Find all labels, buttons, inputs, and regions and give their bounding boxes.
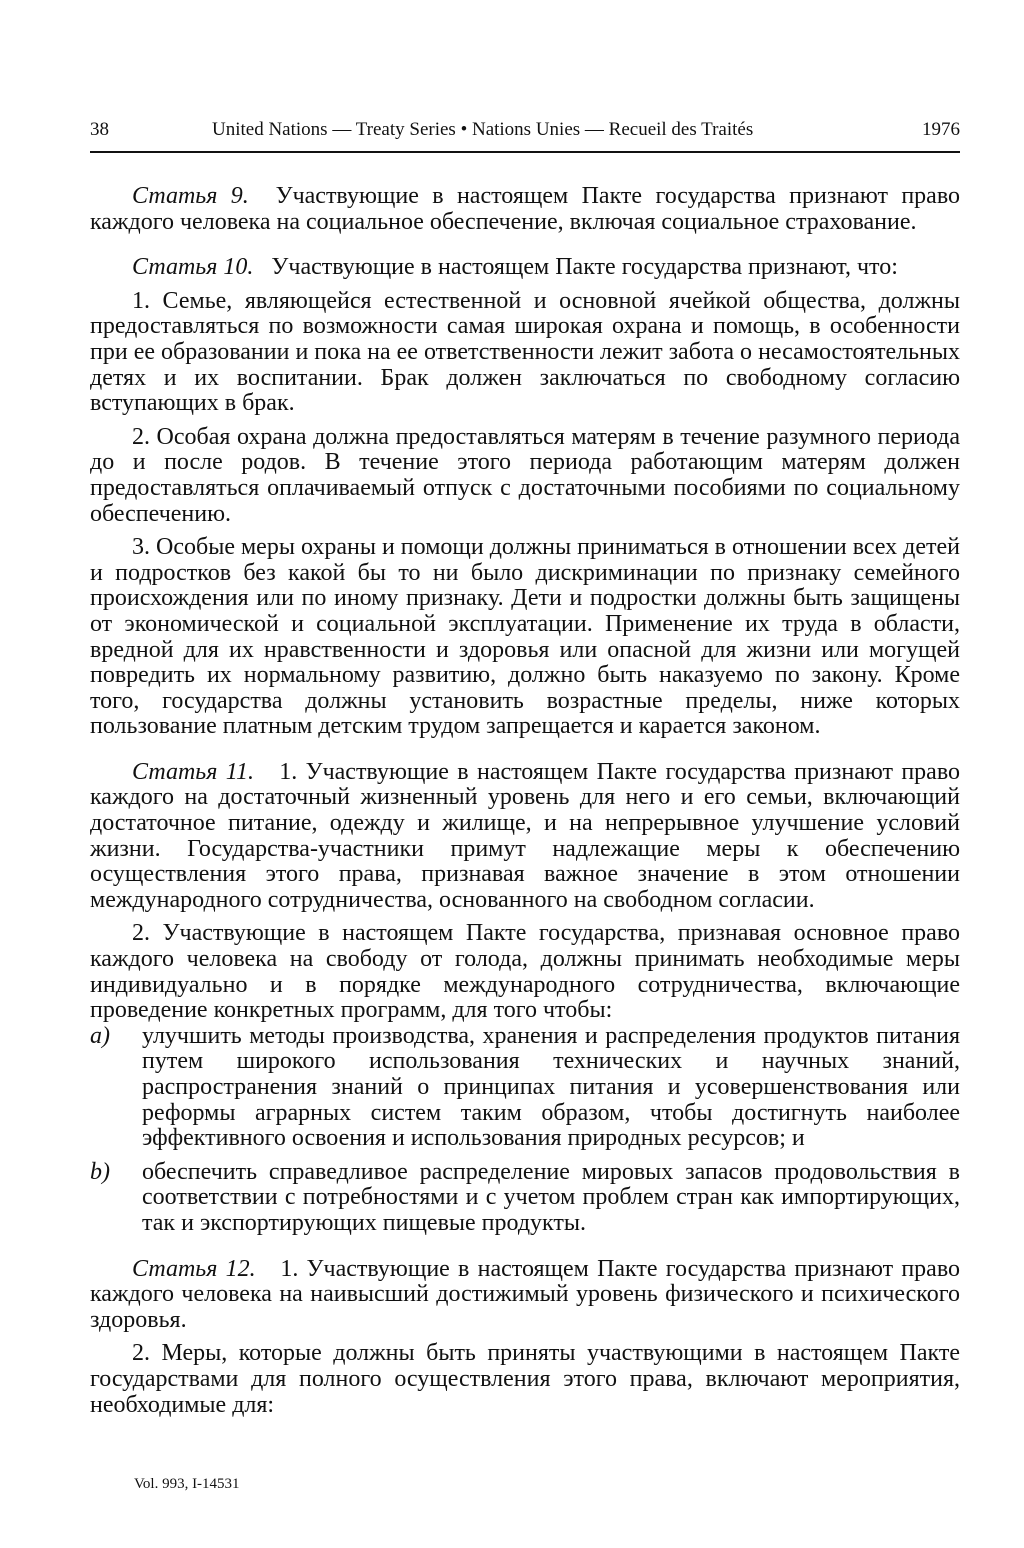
list-item [90, 1024, 960, 1152]
list-item [90, 1160, 960, 1237]
article-11-paragraph-1 [90, 760, 960, 914]
page-number: 38 [90, 119, 109, 140]
list-item-text: улучшить методы производства, хранения и распределения продуктов питания путем широкого использования технических и научных знаний, распространения знаний о принципах питания и усовершенствования или реформы аграрных систем таким образом, чтобы достигнуть наиболее эффективного освоения и использования природных ресурсов; и [142, 1022, 960, 1152]
article-10-paragraph-1: 1. Семье, являющейся естественной и основной ячейкой общества, должны предоставляться по возможности самая широкая охрана и помощь, в особенности при ее образовании и пока на ее ответственности лежит забота о несамостоятельных детях и их воспитании. Брак должен заключаться по свободному согласию вступающих в брак. [90, 287, 960, 417]
article-10-intro-text: Участвующие в настоящем Пакте государства признают, что: [271, 254, 898, 281]
article-11-paragraph-2: 2. Участвующие в настоящем Пакте государства, признавая основное право каждого человека на свободу от голода, должны принимать необходимые меры индивидуально и в порядке международного сотрудничества, включающие проведение конкретных программ, для того чтобы: [90, 920, 960, 1024]
list-item-label: b) [90, 1158, 110, 1185]
article-11-heading: Статья 11. [132, 758, 254, 785]
article-10-heading: Статья 10. [132, 254, 254, 281]
article-9 [90, 184, 960, 235]
document-body [90, 184, 960, 1418]
header-rule [90, 151, 960, 153]
list-item-text: обеспечить справедливое распределение мировых запасов продовольствия в соответствии с потребностями и с учетом проблем стран как импортирующих, так и экспортирующих пищевые продукты. [142, 1158, 960, 1236]
article-10-paragraph-2: 2. Особая охрана должна предоставляться матерям в течение разумного периода до и после родов. В течение этого периода работающим матерям должен предоставляться оплачиваемый отпуск с достаточными пособиями по социальному обеспечению. [90, 423, 960, 527]
article-12-heading: Статья 12. [132, 1255, 256, 1282]
article-12-paragraph-2: 2. Меры, которые должны быть приняты участвующими в настоящем Пакте государствами для полного осуществления этого права, включают мероприятия, необходимые для: [90, 1340, 960, 1418]
header-year: 1976 [922, 119, 960, 140]
article-11-p1-text: 1. Участвующие в настоящем Пакте государства признают право каждого на достаточный жизненный уровень для него и его семьи, включающий достаточное питание, одежду и жилище, и на непрерывное улучшение условий жизни. Государства-участники примут надлежащие меры к обеспечению осуществления этого права, признавая важное значение в этом отношении международного сотрудничества, основанного на свободном согласии. [90, 758, 960, 913]
article-9-text: Участвующие в настоящем Пакте государства признают право каждого человека на социальное обеспечение, включая социальное страхование. [90, 183, 960, 235]
header-title: United Nations — Treaty Series • Nations Unies — Recueil des Traités [212, 119, 754, 140]
article-12-paragraph-1 [90, 1257, 960, 1334]
article-10-intro [90, 255, 960, 281]
article-10-paragraph-3: 3. Особые меры охраны и помощи должны приниматься в отношении всех детей и подростков без какой бы то ни было дискриминации по признаку семейного происхождения или по иному признаку. Дети и подростки должны быть защищены от экономической и социальной эксплуатации. Применение их труда в области, вредной для их нравственности и здоровья или опасной для жизни или могущей повредить их нормальному развитию, должно быть наказуемо по закону. Кроме того, государства должны установить возрастные пределы, ниже которых пользование платным детским трудом запрещается и карается законом. [90, 534, 961, 740]
article-12-p1-text: 1. Участвующие в настоящем Пакте государства признают право каждого человека на наивысший достижимый уровень физического и психического здоровья. [90, 1255, 961, 1333]
article-9-heading: Статья 9. [132, 183, 249, 209]
list-item-label: a) [90, 1022, 110, 1049]
volume-reference: Vol. 993, I-14531 [134, 1476, 240, 1492]
